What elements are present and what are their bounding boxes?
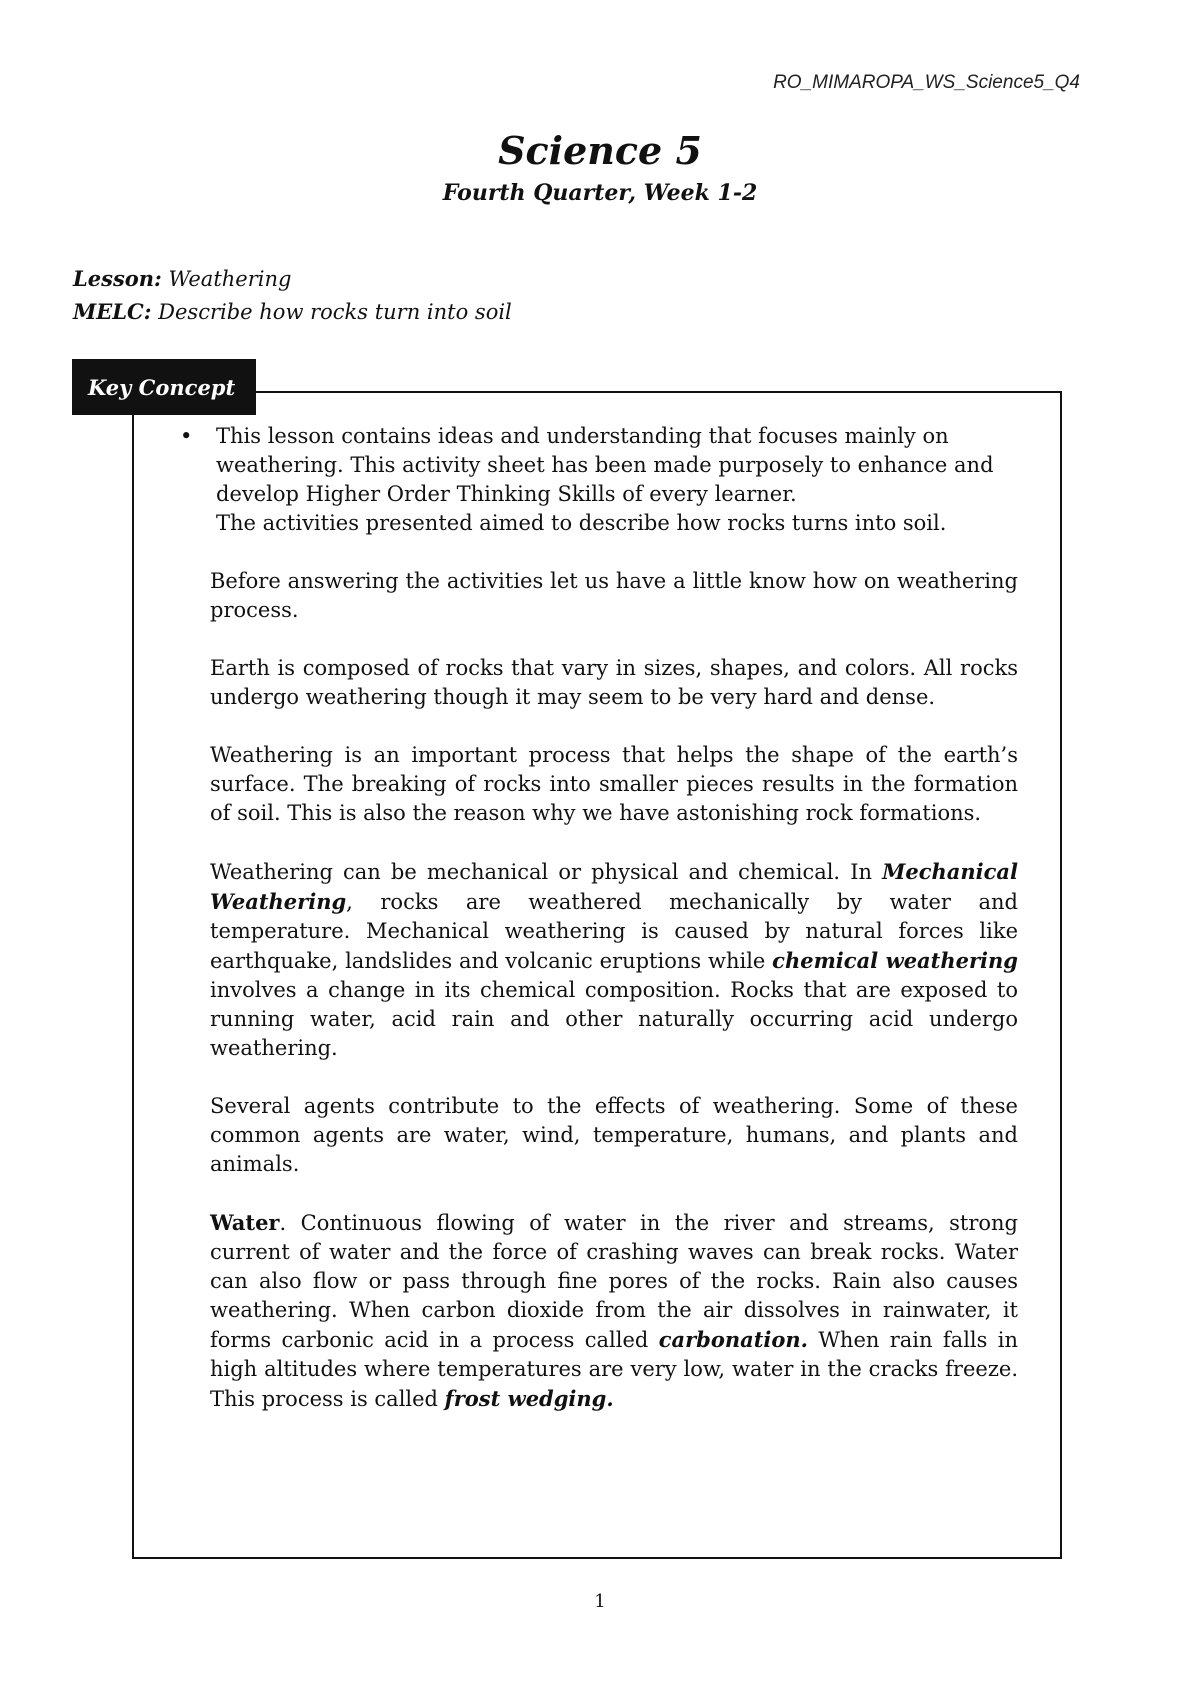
page-title: Science 5 <box>498 128 702 173</box>
paragraph-earth-rocks: Earth is composed of rocks that vary in sizes, shapes, and colors. All rocks undergo weathering though it may seem to be very hard and dense. <box>210 656 1018 709</box>
melc-line <box>73 299 512 324</box>
paragraph-agents: Several agents contribute to the effects of weathering. Some of these common agents are water, wind, temperature, humans, and plants and animals. <box>210 1094 1018 1176</box>
intro-bullet <box>180 422 1018 538</box>
term-mechanical-weathering: Mechanical Weathering <box>210 859 1018 914</box>
paragraph-before-activities: Before answering the activities let us have a little know how on weathering process. <box>210 569 1018 622</box>
lesson-label: Lesson: <box>73 266 162 291</box>
intro-text-aim: The activities presented aimed to describe how rocks turns into soil. <box>216 511 947 535</box>
term-water: Water <box>210 1210 280 1235</box>
term-chemical-weathering: chemical weathering <box>772 948 1018 973</box>
paragraph-weathering-types: Weathering can be mechanical or physical and chemical. In Mechanical Weathering, rocks are weathered mechanically by water and temperature. Mechanical weathering is caused by natural forces like earthquake, landslides and volcanic eruptions while chemical weathering involves a change in its chemical composition. Rocks that are exposed to running water, acid rain and other naturally occurring acid undergo weathering. <box>210 859 1018 1060</box>
bullet-icon: • <box>180 424 193 448</box>
page-subtitle: Fourth Quarter, Week 1-2 <box>442 180 758 206</box>
paragraph-weathering-importance: Weathering is an important process that helps the shape of the earth’s surface. The breaking of rocks into smaller pieces results in the formation of soil. This is also the reason why we have astonishing rock formations. <box>210 743 1018 825</box>
key-concept-tab: Key Concept <box>72 359 256 415</box>
paragraph-water: Water. Continuous flowing of water in the river and streams, strong current of water and the force of crashing waves can break rocks. Water can also flow or pass through fine pores of the rocks. Rain also causes weathering. When carbon dioxide from the air dissolves in rainwater, it forms carbonic acid in a process called carbonation. When rain falls in high altitudes where temperatures are very low, water in the cracks freeze. This process is called frost wedging. <box>210 1210 1019 1411</box>
term-frost-wedging: frost wedging. <box>444 1386 614 1411</box>
document-code: RO_MIMAROPA_WS_Science5_Q4 <box>773 72 1080 93</box>
melc-value: Describe how rocks turn into soil <box>158 300 512 324</box>
melc-label: MELC: <box>73 299 152 324</box>
lesson-line <box>73 266 291 291</box>
key-concept-content <box>180 422 1018 1443</box>
intro-text: This lesson contains ideas and understanding that focuses mainly on weathering. This activity sheet has been made purposely to enhance and develop Higher Order Thinking Skills of every learner. <box>216 424 994 506</box>
page-number: 1 <box>594 1591 606 1612</box>
term-carbonation: carbonation. <box>658 1327 808 1352</box>
lesson-value: Weathering <box>168 267 292 291</box>
